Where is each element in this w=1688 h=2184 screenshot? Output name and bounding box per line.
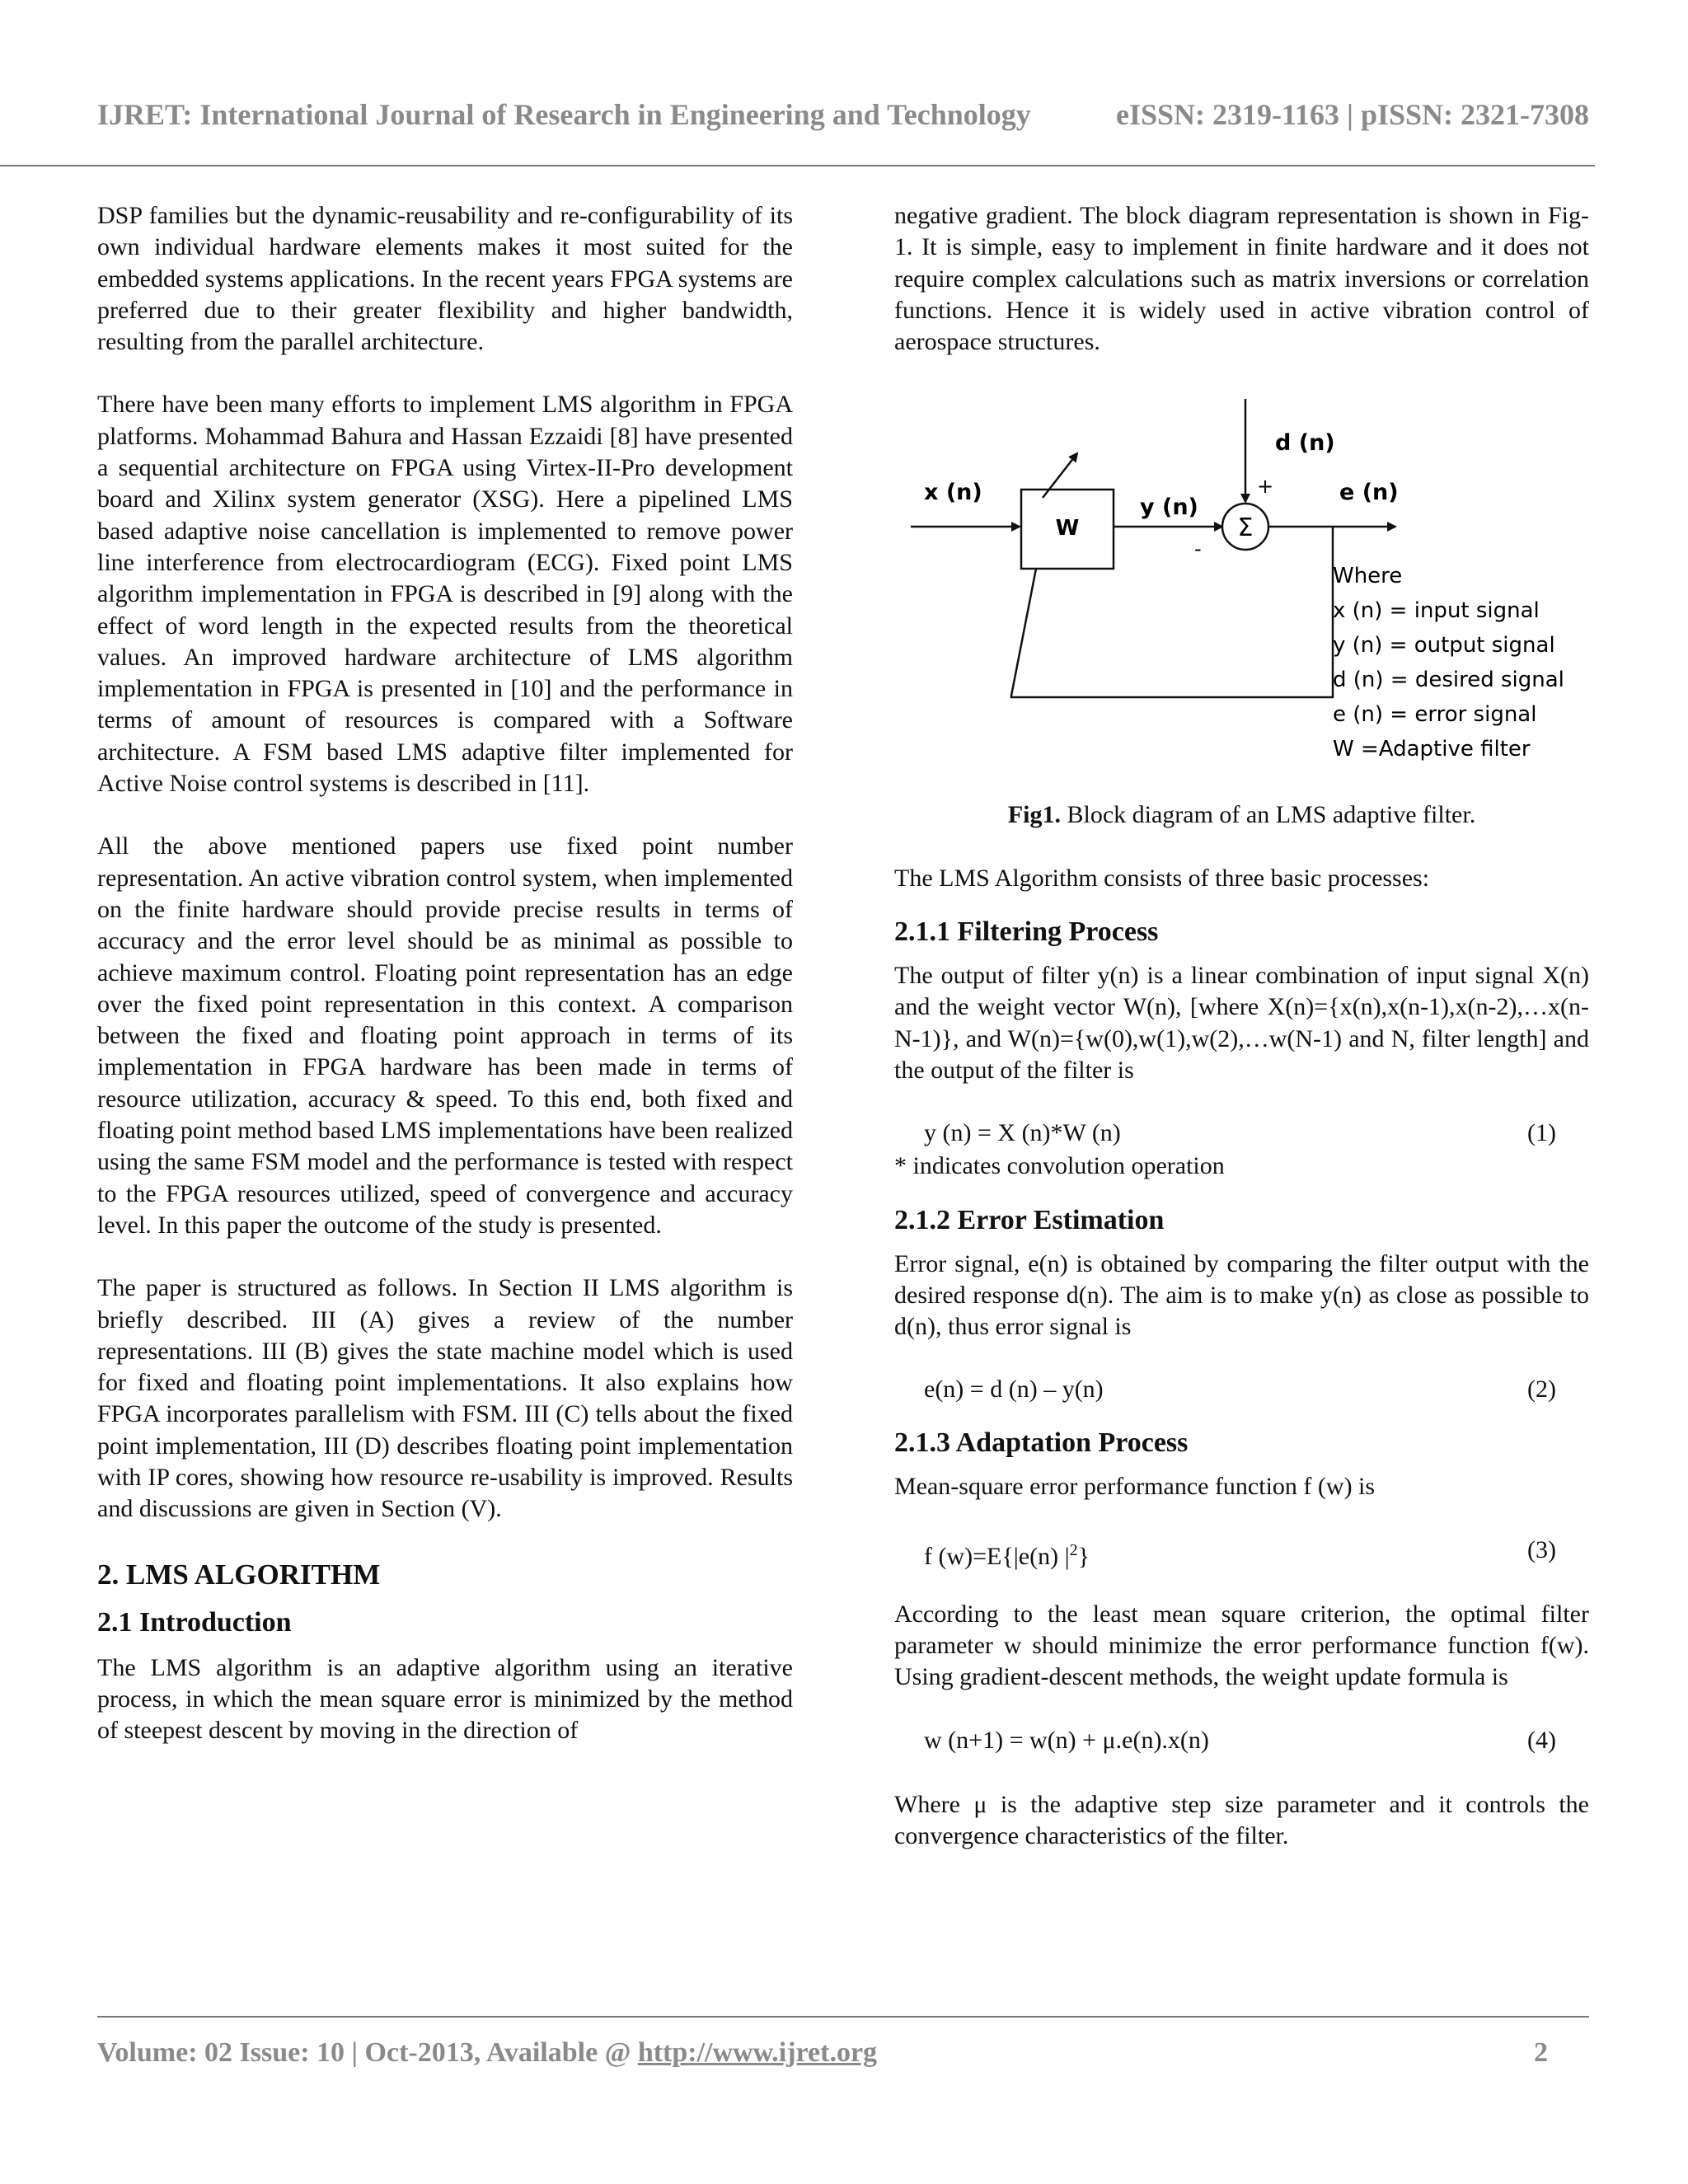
minus-sign: - <box>1194 537 1202 561</box>
equation-number: (3) <box>1527 1535 1556 1563</box>
legend-line: Where <box>1333 564 1403 589</box>
equation-1 <box>894 1118 1589 1151</box>
journal-link[interactable]: http://www.ijret.org <box>637 2037 878 2068</box>
paragraph: The LMS Algorithm consists of three basic processes: <box>894 864 1430 892</box>
equation-2 <box>894 1374 1589 1407</box>
legend-line: W =Adaptive filter <box>1333 737 1531 762</box>
w-label: W <box>1055 516 1080 541</box>
eq3-part: f (w)=E{|e(n) | <box>924 1542 1070 1570</box>
caption-text: Block diagram of an LMS adaptive filter. <box>1060 801 1476 829</box>
header-rule <box>0 165 1595 166</box>
equation-expression <box>924 1535 1090 1572</box>
journal-title: IJRET: International Journal of Research in Engineering and Technology <box>97 98 1031 131</box>
subsection-heading: 2.1.2 Error Estimation <box>894 1204 1165 1235</box>
e-label: e (n) <box>1339 480 1399 506</box>
sigma-symbol: Σ <box>1237 513 1254 543</box>
paragraph: According to the least mean square criterion, the optimal filter parameter w should minimize the error performance function f(w). Using gradient-descent methods, the weight update formula is <box>894 1600 1589 1691</box>
block-diagram-figure <box>894 391 1589 778</box>
subsection-heading: 2.1 Introduction <box>97 1606 292 1638</box>
paragraph: The LMS algorithm is an adaptive algorithm using an iterative process, in which the mean square error is minimized by the method of steepest descent by moving in the direction of <box>97 1653 793 1745</box>
x-label: x (n) <box>924 480 982 506</box>
right-column <box>894 200 1589 1852</box>
paragraph: Error signal, e(n) is obtained by comparing the filter output with the desired response d(n). The aim is to make y(n) as close as possible to d(n), thus error signal is <box>894 1249 1589 1341</box>
y-label: y (n) <box>1140 494 1198 521</box>
eq3-part: } <box>1077 1542 1090 1570</box>
section-heading: 2. LMS ALGORITHM <box>97 1558 381 1591</box>
paragraph: Where μ is the adaptive step size parameter and it controls the convergence characteristics of the filter. <box>894 1790 1589 1849</box>
paragraph: negative gradient. The block diagram representation is shown in Fig-1. It is simple, easy to implement in finite hardware and it does not require complex calculations such as matrix inversions or correlation functions. Hence it is widely used in active vibration control of aerospace structures. <box>894 202 1589 356</box>
caption-label: Fig1. <box>1007 801 1061 829</box>
equation-3 <box>894 1535 1589 1568</box>
plus-sign: + <box>1257 475 1274 499</box>
subsection-heading: 2.1.3 Adaptation Process <box>894 1427 1189 1459</box>
legend-line: y (n) = output signal <box>1333 633 1555 658</box>
issn-info: eISSN: 2319-1163 | pISSN: 2321-7308 <box>1116 98 1589 131</box>
d-label: d (n) <box>1275 430 1335 457</box>
figure-caption <box>894 799 1589 831</box>
equation-number: (1) <box>1527 1119 1556 1147</box>
equation-number: (2) <box>1527 1376 1556 1404</box>
left-column <box>97 200 793 1746</box>
paragraph: All the above mentioned papers use fixed point number representation. An active vibration control system, when implemented on the finite hardware should provide precise results in terms of accuracy and the error level should be as minimal as possible to achieve maximum control. Floating point representation has an edge over the fixed point representation in this context. A comparison between the fixed and floating point approach in terms of its implementation in FPGA hardware has been made in terms of resource utilization, accuracy & speed. To this end, both fixed and floating point method based LMS implementations have been realized using the same FSM model and the performance is tested with respect to the FPGA resources utilized, speed of convergence and accuracy level. In this paper the outcome of the study is presented. <box>97 832 793 1239</box>
footer-rule <box>97 2016 1589 2018</box>
legend-line: d (n) = desired signal <box>1333 668 1564 693</box>
paragraph: The paper is structured as follows. In Section II LMS algorithm is briefly described. III (A) gives a review of the number representations. III (B) gives the state machine model which is used for fixed and floating point implementations. It also explains how FPGA incorporates parallelism with FSM. III (C) tells about the fixed point implementation, III (D) describes floating point implementation with IP cores, showing how resource re-usability is improved. Results and discussions are given in Section (V). <box>97 1274 793 1523</box>
equation-expression: y (n) = X (n)*W (n) <box>924 1119 1121 1147</box>
legend-line: e (n) = error signal <box>1333 702 1537 728</box>
legend <box>1333 564 1564 762</box>
equation-number: (4) <box>1527 1726 1556 1754</box>
paragraph: There have been many efforts to implement LMS algorithm in FPGA platforms. Mohammad Bahura and Hassan Ezzaidi [8] have presented a sequential architecture on FPGA using Virtex-II-Pro development board and Xilinx system generator (XSG). Here a pipelined LMS based adaptive noise cancellation is implemented to remove power line interference from electrocardiogram (ECG). Fixed point LMS algorithm implementation in FPGA is described in [9] along with the effect of word length in the expected results from the theoretical values. An improved hardware architecture of LMS algorithm implementation in FPGA is presented in [10] and the performance in terms of amount of resources is compared with a Software architecture. A FSM based LMS adaptive filter implemented for Active Noise control systems is described in [11]. <box>97 391 793 798</box>
legend-line: x (n) = input signal <box>1333 598 1540 624</box>
equation-expression: e(n) = d (n) – y(n) <box>924 1376 1104 1404</box>
eq3-superscript: 2 <box>1069 1540 1078 1559</box>
paragraph: Mean-square error performance function f (w) is <box>894 1473 1376 1501</box>
page-number: 2 <box>1534 2037 1548 2068</box>
volume-info: Volume: 02 Issue: 10 | Oct-2013, Available @ <box>97 2037 638 2068</box>
equation-4 <box>894 1725 1589 1758</box>
paragraph: DSP families but the dynamic-reusability and re-configurability of its own individual hardware elements makes it most suited for the embedded systems applications. In the recent years FPGA systems are preferred due to their greater flexibility and higher bandwidth, resulting from the parallel architecture. <box>97 202 793 356</box>
block-diagram <box>894 391 1589 778</box>
footer-text <box>97 2037 877 2069</box>
subsection-heading: 2.1.1 Filtering Process <box>894 916 1159 948</box>
equation-note: * indicates convolution operation <box>894 1152 1225 1180</box>
paragraph: The output of filter y(n) is a linear combination of input signal X(n) and the weight vector W(n), [where X(n)={x(n),x(n-1),x(n-2),…x(n-N-1)}, and W(n)={w(0),w(1),w(2),…w(N-1) and N, filter length] and the output of the filter is <box>894 962 1589 1084</box>
equation-expression: w (n+1) = w(n) + μ.e(n).x(n) <box>924 1726 1209 1754</box>
